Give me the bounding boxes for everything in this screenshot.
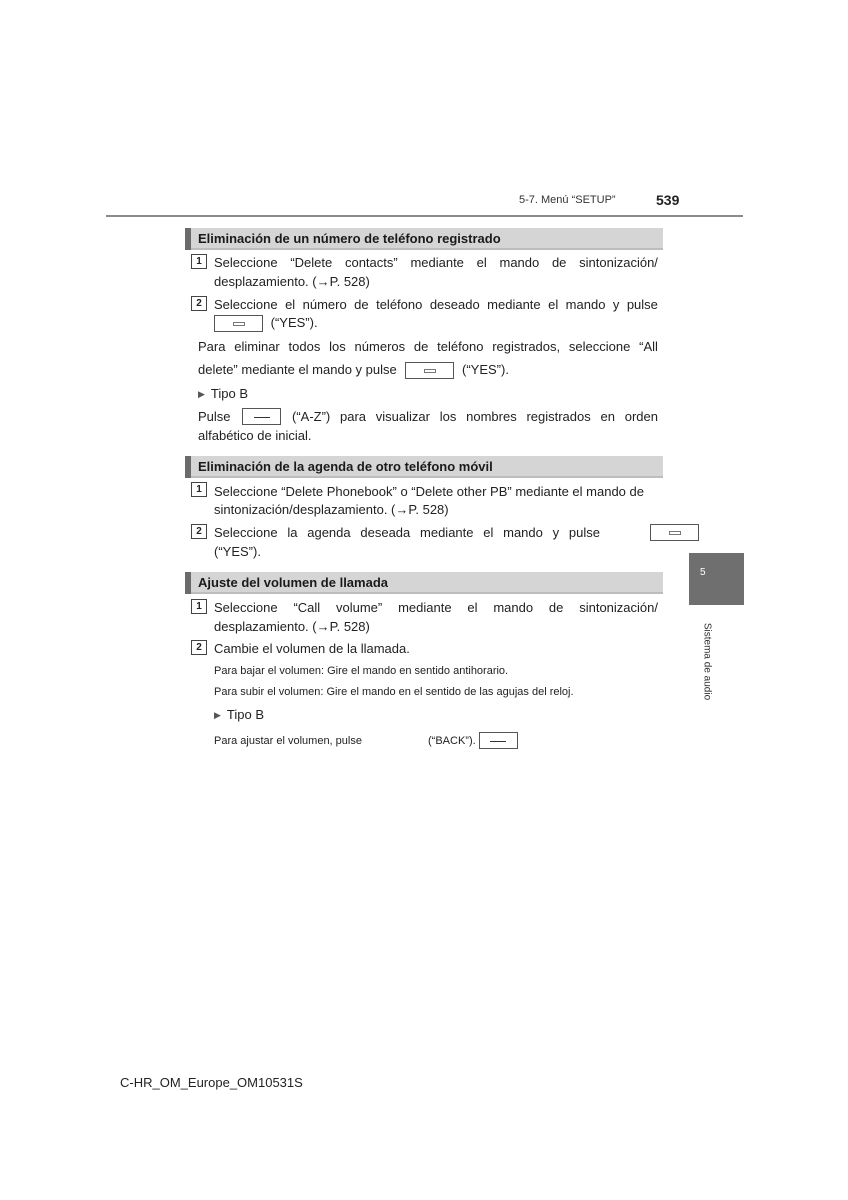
word: y — [612, 297, 620, 312]
tipo-text-line: Para ajustar el volumen, pulse — [214, 735, 362, 747]
tipo-text: Tipo B — [210, 386, 249, 401]
word: Para — [198, 339, 226, 354]
chapter-tab — [689, 553, 744, 605]
word: el — [467, 600, 478, 615]
document-code: C-HR_OM_Europe_OM10531S — [120, 1075, 303, 1090]
section-heading — [185, 572, 663, 594]
word: mediante — [487, 297, 541, 312]
tipo-text: Tipo B — [226, 707, 265, 722]
step-text-line — [214, 313, 318, 332]
tipo-text-line: alfabético de inicial. — [198, 428, 312, 443]
step-number: 1 — [191, 599, 207, 614]
rectangle-button-icon — [669, 531, 681, 535]
triangle-right-icon: ▶ — [198, 389, 205, 399]
header-rule — [106, 215, 743, 217]
rectangle-button-icon — [233, 322, 245, 326]
step-number: 1 — [191, 482, 207, 497]
word: el — [476, 255, 487, 270]
section-heading — [185, 228, 663, 250]
word: mando — [503, 525, 543, 540]
dash-button-icon — [254, 417, 270, 418]
word: de — [413, 339, 429, 354]
step-text-line: (“YES”). — [214, 544, 261, 559]
yes-button[interactable] — [405, 362, 454, 379]
step-text-line: desplazamiento. (→P. 528) — [214, 274, 370, 289]
word: mediante — [420, 525, 474, 540]
word: eliminar — [234, 339, 280, 354]
word: pulse — [626, 297, 658, 312]
page-number: 539 — [656, 192, 680, 208]
word: teléfono — [437, 339, 484, 354]
word: sintonización/ — [579, 255, 658, 270]
word: volume” — [336, 600, 383, 615]
word: mediante — [410, 255, 464, 270]
step-text-line — [214, 295, 658, 314]
step-text-line: sintonización/desplazamiento. (→P. 528) — [214, 502, 449, 517]
word: mando — [493, 600, 534, 615]
word: contacts” — [344, 255, 398, 270]
step-number: 1 — [191, 254, 207, 269]
step-number: 2 — [191, 296, 207, 311]
running-header: 5-7. Menú “SETUP” — [519, 194, 616, 206]
detail-text: Para subir el volumen: Gire el mando en el sentido de las agujas del reloj. — [214, 686, 574, 698]
word: número — [302, 297, 347, 312]
note-text: delete” mediante el mando y pulse — [198, 362, 397, 377]
word: de — [354, 297, 369, 312]
word: para — [340, 409, 367, 424]
step-text-line: Seleccione “Delete Phonebook” o “Delete other PB” mediante el mando de — [214, 484, 644, 499]
step-text-line — [214, 523, 600, 542]
tipo-text-line: (“BACK”). — [428, 735, 476, 747]
step-text-line: Cambie el volumen de la llamada. — [214, 641, 410, 656]
back-button[interactable] — [479, 732, 518, 749]
tipo-text-line — [292, 407, 658, 426]
word: Seleccione — [214, 255, 278, 270]
word: la — [287, 525, 298, 540]
word: “Call — [293, 600, 321, 615]
word: números — [354, 339, 406, 354]
word: orden — [624, 409, 658, 424]
word: registrados — [526, 409, 591, 424]
word: pulse — [568, 525, 600, 540]
note-text-line — [198, 337, 658, 356]
word: (“A-Z”) — [292, 409, 331, 424]
a-z-button[interactable] — [242, 408, 281, 425]
section-title: Eliminación de un número de teléfono registrado — [198, 231, 501, 246]
tipo-label — [214, 705, 264, 725]
word: de — [548, 600, 564, 615]
word: mediante — [398, 600, 452, 615]
step-text-line — [214, 253, 658, 272]
word: en — [600, 409, 615, 424]
triangle-right-icon: ▶ — [214, 710, 221, 720]
word: Seleccione — [214, 525, 278, 540]
detail-text: Para bajar el volumen: Gire el mando en sentido antihorario. — [214, 665, 509, 677]
button-caption: (“YES”). — [270, 315, 318, 330]
word: el — [483, 525, 494, 540]
word: “All — [639, 339, 658, 354]
word: de — [551, 255, 567, 270]
word: sintonización/ — [579, 600, 658, 615]
heading-shadow — [191, 592, 663, 594]
word: el — [548, 297, 559, 312]
word: registrados, — [492, 339, 561, 354]
word: los — [439, 409, 457, 424]
section-title: Ajuste del volumen de llamada — [198, 575, 388, 590]
yes-button[interactable] — [650, 524, 699, 541]
chapter-number: 5 — [700, 567, 706, 578]
chapter-title: Sistema de audio — [701, 622, 713, 701]
word: y — [552, 525, 560, 540]
heading-shadow — [191, 476, 663, 478]
step-text-line: desplazamiento. (→P. 528) — [214, 619, 370, 634]
section-title: Eliminación de la agenda de otro teléfono móvil — [198, 459, 493, 474]
tipo-pulse: Pulse — [198, 409, 231, 424]
word: mando — [499, 255, 540, 270]
word: agenda — [307, 525, 351, 540]
heading-shadow — [191, 248, 663, 250]
note-text-line — [198, 360, 509, 379]
word: mando — [565, 297, 606, 312]
word: “Delete — [290, 255, 333, 270]
word: los — [329, 339, 346, 354]
section-heading — [185, 456, 663, 478]
rectangle-button-icon — [424, 369, 436, 373]
word: el — [285, 297, 296, 312]
step-number: 2 — [191, 524, 207, 539]
word: Seleccione — [214, 600, 278, 615]
word: seleccione — [568, 339, 631, 354]
step-text-line — [214, 598, 658, 617]
word: deseada — [360, 525, 411, 540]
tipo-label — [198, 384, 248, 404]
word: todos — [288, 339, 321, 354]
word: nombres — [466, 409, 517, 424]
button-caption: (“YES”). — [461, 362, 509, 377]
word: visualizar — [375, 409, 430, 424]
word: deseado — [429, 297, 480, 312]
word: Seleccione — [214, 297, 278, 312]
word: teléfono — [376, 297, 423, 312]
step-number: 2 — [191, 640, 207, 655]
dash-button-icon — [490, 741, 506, 742]
yes-button[interactable] — [214, 315, 263, 332]
